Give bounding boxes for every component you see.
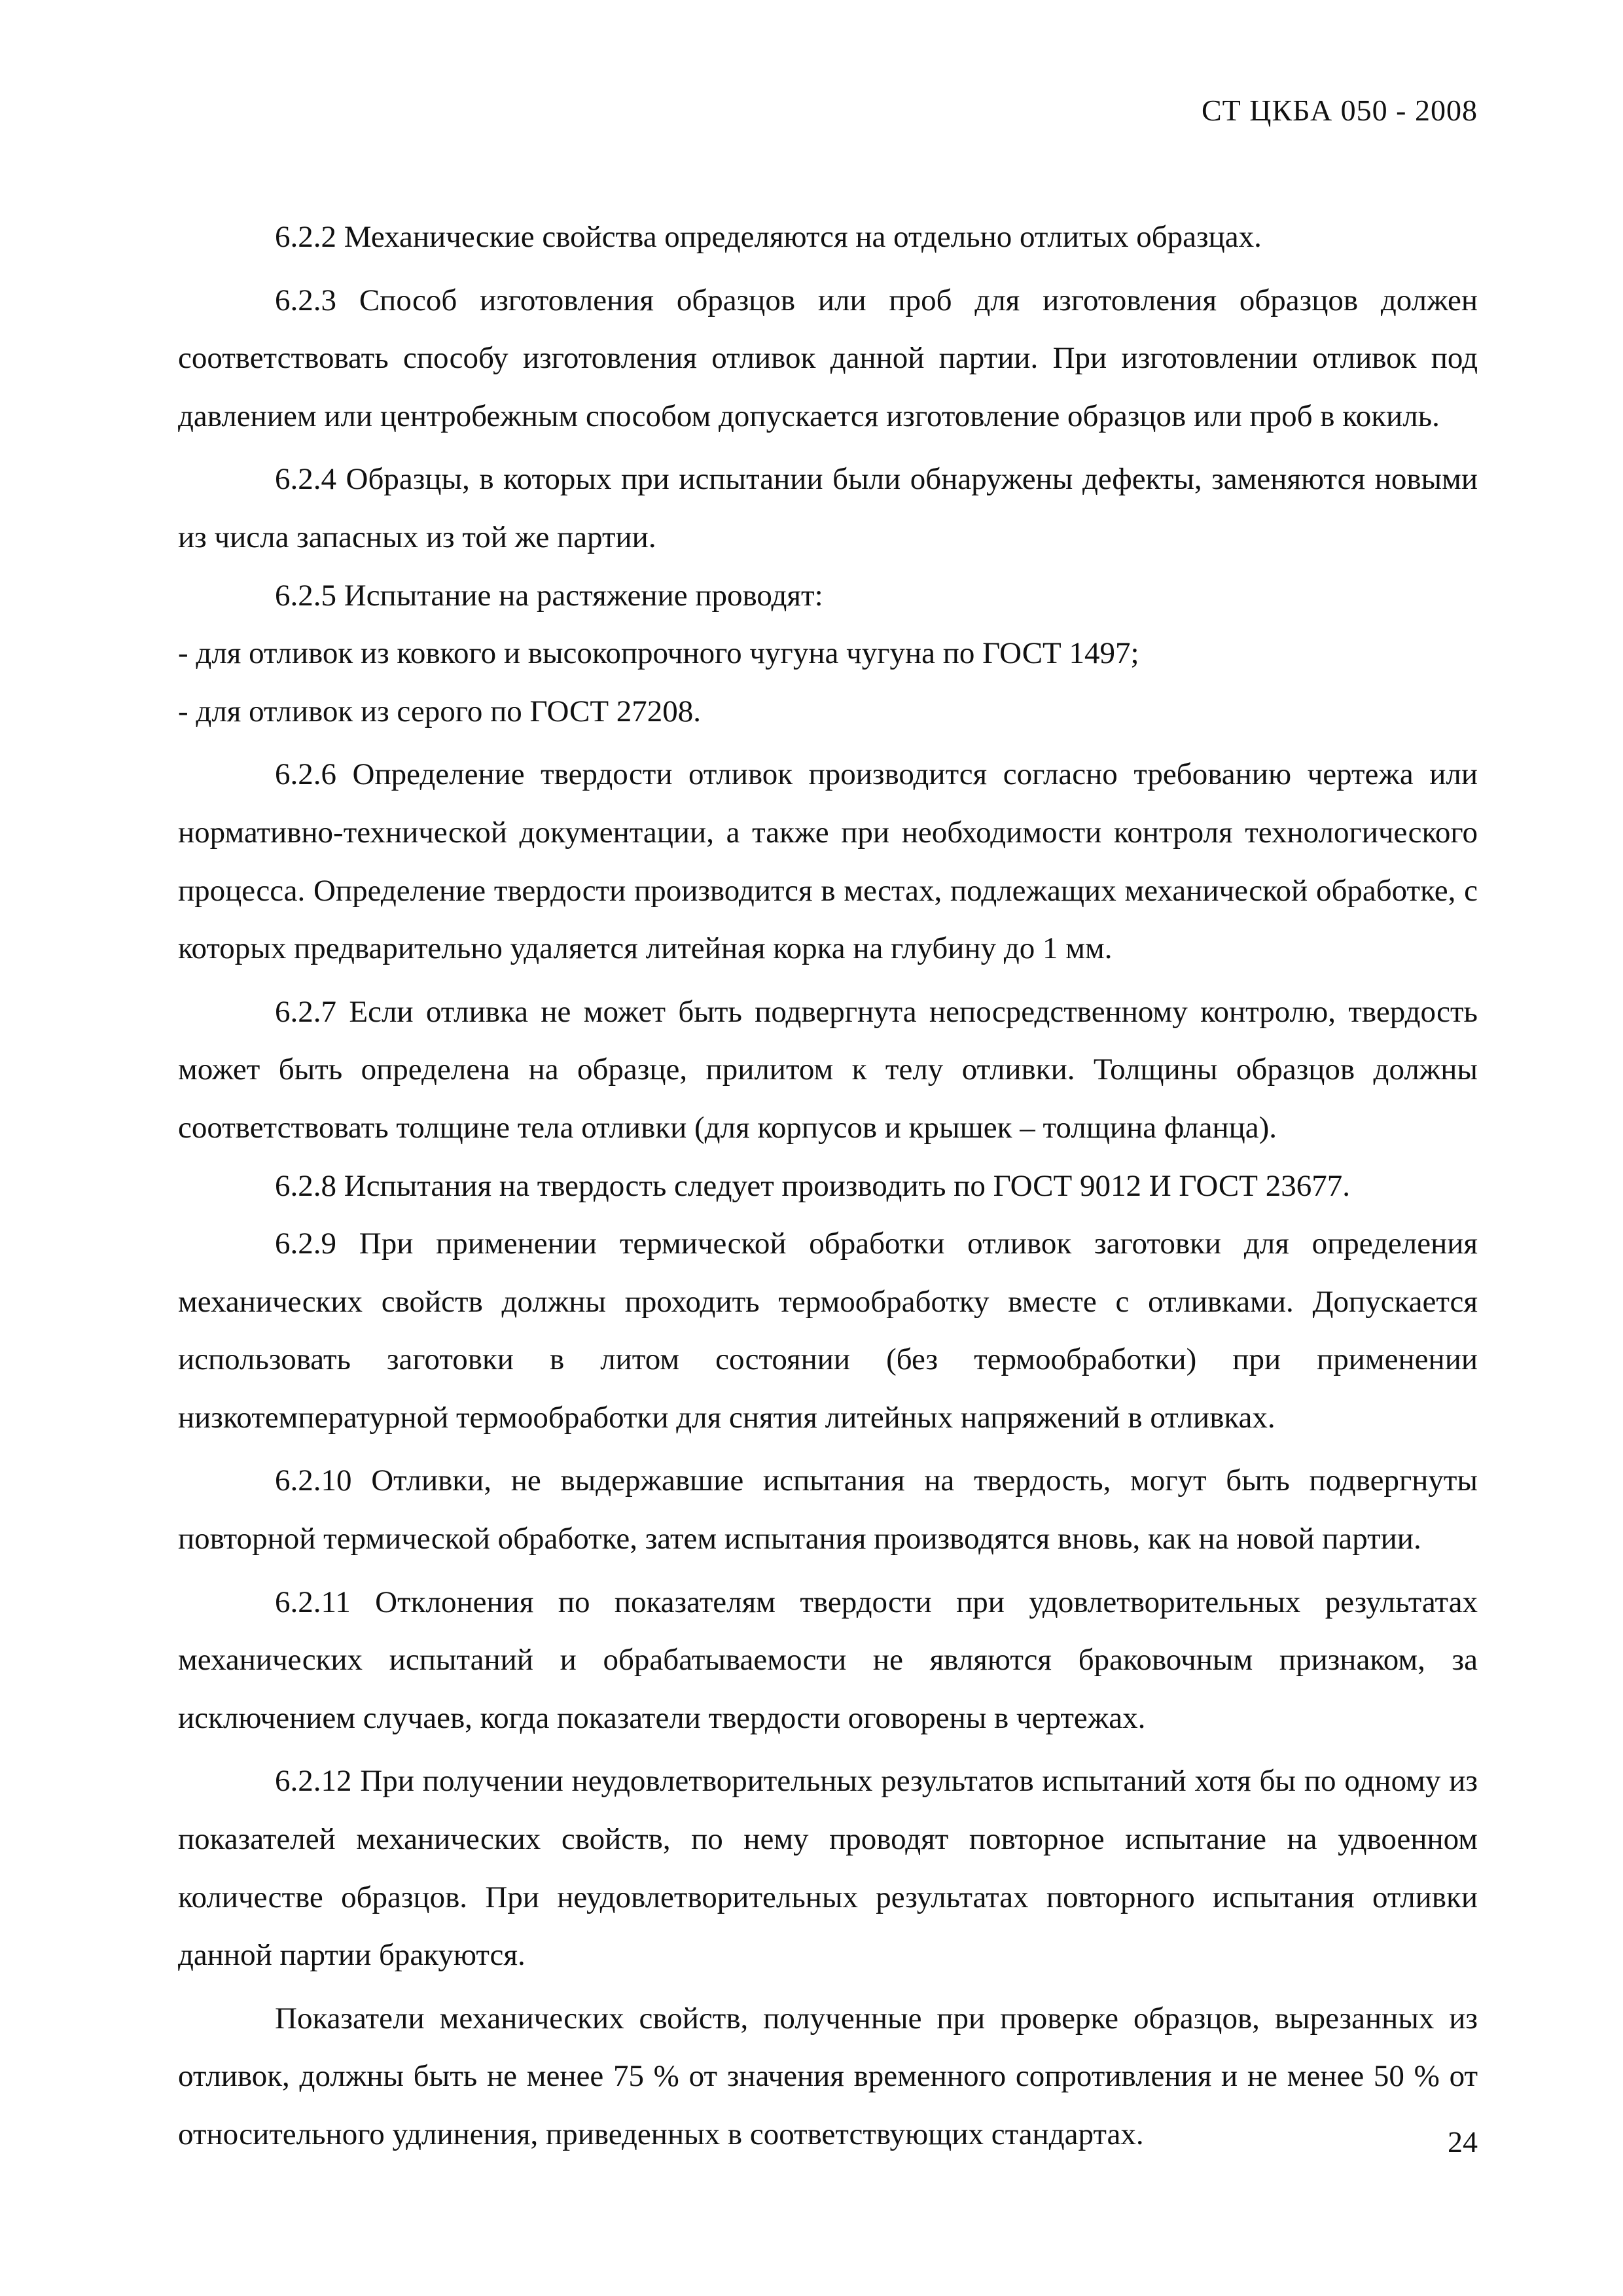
paragraph-6-2-5: 6.2.5 Испытание на растяжение проводят:	[275, 578, 823, 613]
document-body	[178, 208, 1478, 2164]
paragraph-6-2-2: 6.2.2 Механические свойства определяются на отдельно отлитых образцах.	[275, 220, 1262, 254]
paragraph-6-2-7: 6.2.7 Если отливка не может быть подвергнута непосредственному контролю, твердость может быть определена на образце, прилитом к телу отливки. Толщины образцов должны соответствовать толщине тела отливки (для корпусов и крышек – толщина фланца).	[178, 994, 1478, 1145]
paragraph-6-2-3: 6.2.3 Способ изготовления образцов или проб для изготовления образцов должен соответствовать способу изготовления отливок данной партии. При изготовлении отливок под давлением или центробежным способом допускается изготовление образцов или проб в кокиль.	[178, 283, 1478, 433]
paragraph-6-2-11: 6.2.11 Отклонения по показателям твердости при удовлетворительных результатах механических испытаний и обрабатываемости не являются браковочным признаком, за исключением случаев, когда показатели твердости оговорены в чертежах.	[178, 1585, 1478, 1735]
paragraph-6-2-12: 6.2.12 При получении неудовлетворительных результатов испытаний хотя бы по одному из показателей механических свойств, по нему проводят повторное испытание на удвоенном количестве образцов. При неудовлетворительных результатах повторного испытания отливки данной партии бракуются.	[178, 1764, 1478, 1973]
paragraph-6-2-9: 6.2.9 При применении термической обработки отливок заготовки для определения механических свойств должны проходить термообработку вместе с отливками. Допускается использовать заготовки в литом состоянии (без термообработки) при применении низкотемпературной термообработки для снятия литейных напряжений в отливках.	[178, 1227, 1478, 1435]
list-item-tensile-gray-iron: - для отливок из серого по ГОСТ 27208.	[178, 694, 702, 728]
paragraph-6-2-4: 6.2.4 Образцы, в которых при испытании были обнаружены дефекты, заменяются новыми из числа запасных из той же партии.	[178, 462, 1478, 554]
list-item-tensile-ductile-iron: - для отливок из ковкого и высокопрочного чугуна чугуна по ГОСТ 1497;	[178, 636, 1139, 671]
document-code-header: СТ ЦКБА 050 - 2008	[1201, 94, 1478, 127]
paragraph-6-2-6: 6.2.6 Определение твердости отливок производится согласно требованию чертежа или нормативно-технической документации, а также при необходимости контроля технологического процесса. Определение твердости производится в местах, подлежащих механической обработке, с которых предварительно удаляется литейная корка на глубину до 1 мм.	[178, 757, 1478, 966]
page-number: 24	[1448, 2125, 1478, 2159]
paragraph-6-2-10: 6.2.10 Отливки, не выдержавшие испытания на твердость, могут быть подвергнуты повторной термической обработке, затем испытания производятся вновь, как на новой партии.	[178, 1463, 1478, 1556]
paragraph-6-2-8: 6.2.8 Испытания на твердость следует производить по ГОСТ 9012 И ГОСТ 23677.	[275, 1168, 1350, 1203]
paragraph-mechanical-properties-note: Показатели механических свойств, полученные при проверке образцов, вырезанных из отливок, должны быть не менее 75 % от значения временного сопротивления и не менее 50 % от относительного удлинения, приведенных в соответствующих стандартах.	[178, 2001, 1478, 2151]
